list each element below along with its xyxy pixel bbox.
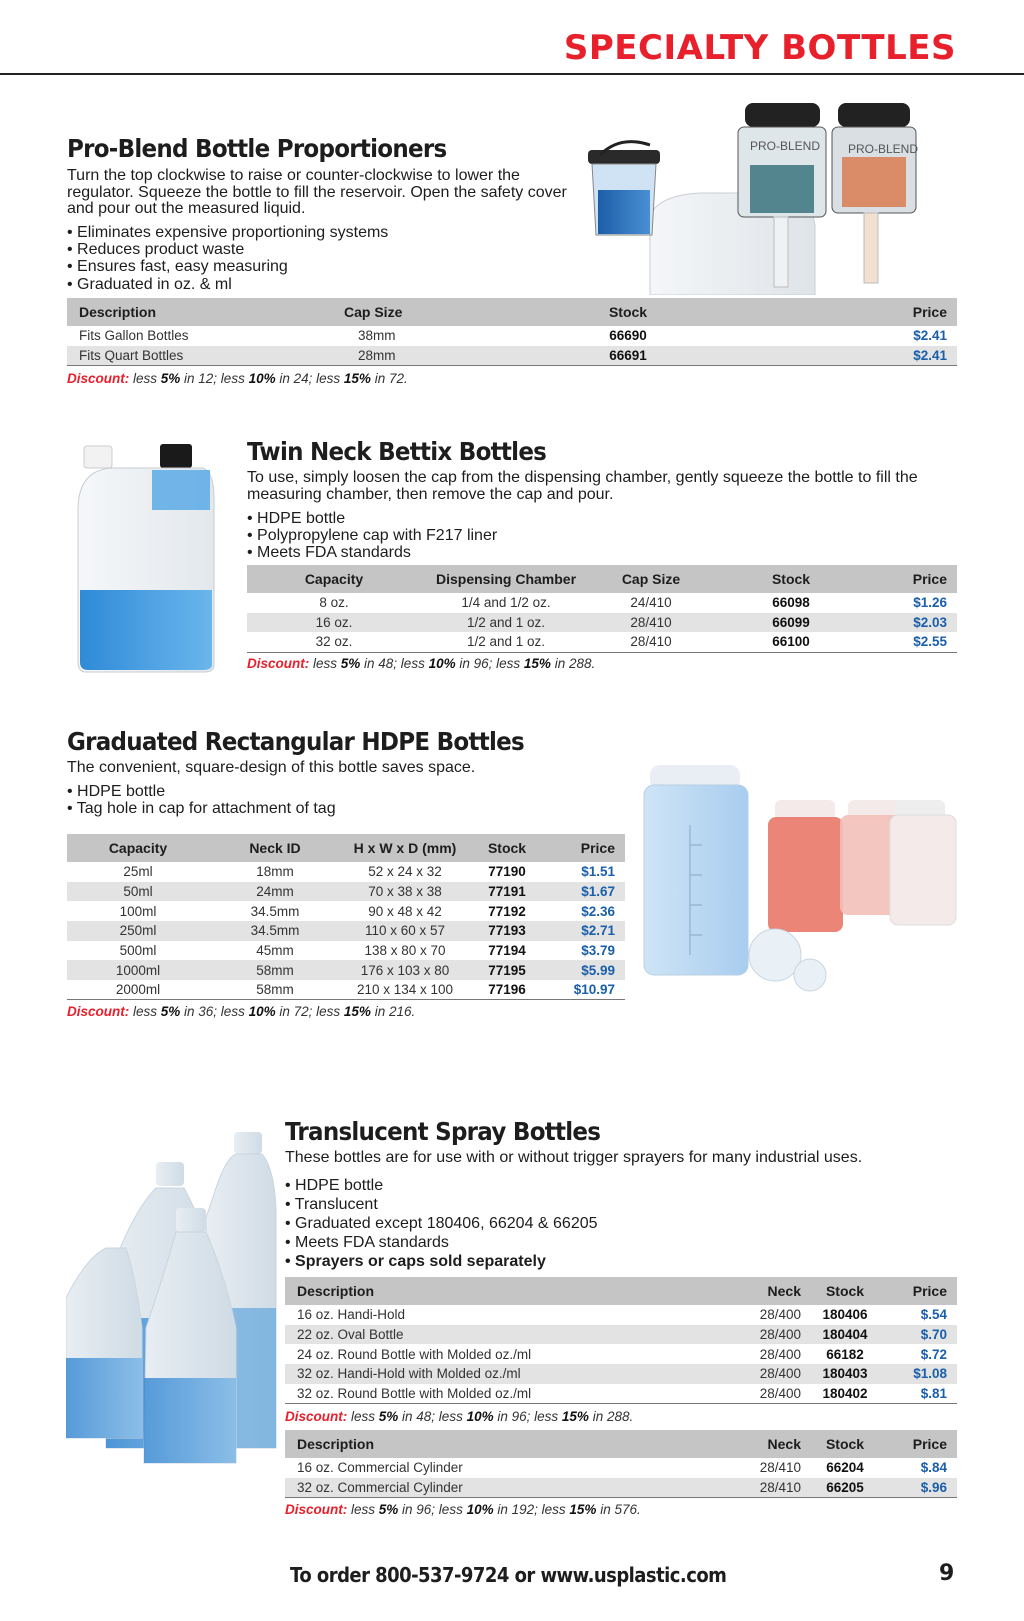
chamber-cell: 1/4 and 1/2 oz.	[461, 595, 551, 611]
price-cell: $.54	[920, 1307, 947, 1323]
twinneck-bullets	[247, 510, 497, 562]
twinneck-discount: Discount: less 5% in 48; less 10% in 96; less 15% in 288.	[247, 656, 596, 671]
graduated-table	[67, 834, 625, 1000]
description-cell: 32 oz. Round Bottle with Molded oz./ml	[285, 1384, 711, 1404]
spray-table-1	[285, 1277, 957, 1404]
page-number: 9	[939, 1561, 955, 1586]
price-cell: $1.51	[581, 864, 615, 880]
neck-id-cell: 45mm	[256, 943, 294, 959]
dimensions-cell: 110 x 60 x 57	[341, 921, 469, 941]
neck-id-cell: 34.5mm	[250, 903, 300, 919]
dimensions-cell: 176 x 103 x 80	[341, 960, 469, 980]
neck-id-cell: 34.5mm	[209, 921, 341, 941]
problend-label-2: PRO-BLEND	[848, 142, 919, 156]
stock-cell: 66182	[826, 1346, 864, 1362]
column-header: Capacity	[67, 834, 209, 862]
column-header: Cap Size	[591, 565, 711, 593]
stock-cell: 77193	[469, 921, 545, 941]
price-cell: $1.26	[913, 595, 947, 611]
description-cell: Fits Gallon Bottles	[79, 328, 189, 344]
column-header: Dispensing Chamber	[421, 565, 591, 593]
description-cell: Fits Quart Bottles	[67, 346, 338, 366]
cap-size-cell: 28mm	[338, 346, 508, 366]
stock-cell: 77195	[469, 960, 545, 980]
table-row	[247, 593, 957, 613]
twinneck-bullet: • Polypropylene cap with F217 liner	[247, 527, 497, 544]
page-header-title: SPECIALTY BOTTLES	[563, 28, 956, 68]
problend-bullet: • Ensures fast, easy measuring	[67, 258, 388, 275]
neck-cell: 28/400	[711, 1384, 807, 1404]
stock-cell: 66205	[807, 1478, 883, 1498]
table-row	[67, 980, 625, 1000]
stock-cell: 180402	[807, 1384, 883, 1404]
capacity-cell: 1000ml	[67, 960, 209, 980]
graduated-bullet: • HDPE bottle	[67, 783, 336, 800]
table-row	[285, 1384, 957, 1404]
capacity-cell: 100ml	[119, 903, 157, 919]
price-cell: $2.41	[748, 346, 957, 366]
column-header: Description	[67, 298, 338, 326]
footer-order-info: To order 800-537-9724 or www.usplastic.com	[290, 1563, 727, 1587]
stock-cell: 66099	[711, 613, 871, 633]
spray-discount-2: Discount: less 5% in 96; less 10% in 192; less 15% in 576.	[285, 1502, 641, 1517]
problend-bullet: • Eliminates expensive proportioning systems	[67, 224, 388, 241]
price-cell: $2.71	[545, 921, 625, 941]
dimensions-cell: 90 x 48 x 42	[368, 903, 442, 919]
table-row	[67, 941, 625, 961]
table-row	[247, 632, 957, 652]
stock-cell: 66100	[711, 632, 871, 652]
table-row	[285, 1364, 957, 1384]
stock-cell: 77190	[488, 864, 526, 880]
problend-discount: Discount: less 5% in 12; less 10% in 24; less 15% in 72.	[67, 371, 408, 386]
column-header: Neck	[711, 1277, 807, 1305]
price-cell: $2.41	[913, 328, 947, 344]
capacity-cell: 8 oz.	[319, 595, 349, 611]
twinneck-bullet: • HDPE bottle	[247, 510, 497, 527]
column-header: Stock	[807, 1430, 883, 1458]
twinneck-description: To use, simply loosen the cap from the dispensing chamber, gently squeeze the bottle to fill the measuring chamber, then remove the cap and pour.	[247, 469, 918, 503]
column-header: Stock	[508, 298, 748, 326]
graduated-description: The convenient, square-design of this bottle saves space.	[67, 759, 476, 776]
graduated-product-photo	[640, 755, 960, 995]
price-cell: $.70	[883, 1325, 957, 1345]
capacity-cell: 50ml	[67, 882, 209, 902]
neck-cell: 28/400	[711, 1364, 807, 1384]
stock-cell: 66690	[609, 328, 647, 344]
column-header: Price	[748, 298, 957, 326]
graduated-discount: Discount: less 5% in 36; less 10% in 72; less 15% in 216.	[67, 1004, 416, 1019]
neck-id-cell: 24mm	[209, 882, 341, 902]
capacity-cell: 2000ml	[67, 980, 209, 1000]
problend-label-1: PRO-BLEND	[750, 139, 821, 153]
graduated-bullets	[67, 783, 336, 817]
price-cell: $.84	[920, 1460, 947, 1476]
column-header: Cap Size	[338, 298, 508, 326]
description-cell: 22 oz. Oval Bottle	[285, 1325, 711, 1345]
price-cell: $3.79	[581, 943, 615, 959]
spray-bullet: • Translucent	[285, 1195, 598, 1214]
spray-bullet: • Meets FDA standards	[285, 1233, 598, 1252]
graduated-bullet: • Tag hole in cap for attachment of tag	[67, 800, 336, 817]
problend-description: Turn the top clockwise to raise or counter-clockwise to lower the regulator. Squeeze the bottle to fill the reservoir. Open the safety cover and pour out the measured liquid.	[67, 167, 567, 218]
header-divider	[0, 73, 1024, 75]
neck-cell: 28/400	[759, 1346, 801, 1362]
twinneck-product-photo	[72, 440, 222, 675]
table-row	[67, 901, 625, 921]
neck-id-cell: 58mm	[209, 960, 341, 980]
capacity-cell: 25ml	[123, 864, 153, 880]
problend-bullet: • Reduces product waste	[67, 241, 388, 258]
description-cell: 24 oz. Round Bottle with Molded oz./ml	[297, 1346, 532, 1362]
stock-cell: 180404	[807, 1325, 883, 1345]
cap-size-cell: 28/410	[591, 632, 711, 652]
column-header: Stock	[807, 1277, 883, 1305]
column-header: Neck	[711, 1430, 807, 1458]
spray-bullets	[285, 1176, 598, 1271]
description-cell: 16 oz. Commercial Cylinder	[297, 1460, 463, 1476]
dimensions-cell: 138 x 80 x 70	[364, 943, 446, 959]
price-cell: $.81	[883, 1384, 957, 1404]
table-row	[285, 1458, 957, 1478]
table-row	[67, 882, 625, 902]
stock-cell: 180403	[807, 1364, 883, 1384]
neck-id-cell: 58mm	[209, 980, 341, 1000]
cap-size-cell: 28/410	[591, 613, 711, 633]
price-cell: $2.36	[581, 903, 615, 919]
table-row	[285, 1344, 957, 1364]
spray-description: These bottles are for use with or without trigger sprayers for many industrial uses.	[285, 1149, 863, 1166]
chamber-cell: 1/2 and 1 oz.	[421, 632, 591, 652]
column-header: H x W x D (mm)	[341, 834, 469, 862]
cap-size-cell: 24/410	[630, 595, 672, 611]
problend-bullets	[67, 224, 388, 293]
price-cell: $2.03	[871, 613, 957, 633]
problend-title: Pro-Blend Bottle Proportioners	[67, 134, 447, 163]
table-row	[67, 921, 625, 941]
price-cell: $1.08	[883, 1364, 957, 1384]
problend-table	[67, 298, 957, 366]
description-cell: 16 oz. Handi-Hold	[297, 1307, 406, 1323]
spray-bullet-bold: • Sprayers or caps sold separately	[285, 1252, 598, 1271]
problend-bullet: • Graduated in oz. & ml	[67, 276, 388, 293]
column-header: Description	[285, 1430, 711, 1458]
price-cell: $1.67	[545, 882, 625, 902]
description-cell: 32 oz. Handi-Hold with Molded oz./ml	[285, 1364, 711, 1384]
neck-cell: 28/410	[711, 1478, 807, 1498]
description-cell: 32 oz. Commercial Cylinder	[285, 1478, 711, 1498]
capacity-cell: 32 oz.	[247, 632, 421, 652]
column-header: Price	[883, 1277, 957, 1305]
table-row	[67, 960, 625, 980]
price-cell: $.96	[883, 1478, 957, 1498]
column-header: Stock	[469, 834, 545, 862]
twinneck-bullet: • Meets FDA standards	[247, 544, 497, 561]
spray-bullet: • Graduated except 180406, 66204 & 66205	[285, 1214, 598, 1233]
table-row	[285, 1305, 957, 1325]
column-header: Price	[545, 834, 625, 862]
stock-cell: 77196	[469, 980, 545, 1000]
dimensions-cell: 210 x 134 x 100	[341, 980, 469, 1000]
stock-cell: 77192	[488, 903, 526, 919]
spray-table-2	[285, 1430, 957, 1498]
spray-title: Translucent Spray Bottles	[285, 1117, 601, 1146]
neck-id-cell: 18mm	[256, 864, 294, 880]
chamber-cell: 1/2 and 1 oz.	[421, 613, 591, 633]
column-header: Neck ID	[209, 834, 341, 862]
column-header: Price	[871, 565, 957, 593]
stock-cell: 77194	[488, 943, 526, 959]
spray-bullet: • HDPE bottle	[285, 1176, 598, 1195]
stock-cell: 77191	[469, 882, 545, 902]
neck-cell: 28/400	[711, 1325, 807, 1345]
stock-cell: 66204	[826, 1460, 864, 1476]
price-cell: $10.97	[545, 980, 625, 1000]
capacity-cell: 500ml	[119, 943, 157, 959]
price-cell: $5.99	[545, 960, 625, 980]
column-header: Stock	[711, 565, 871, 593]
dimensions-cell: 52 x 24 x 32	[368, 864, 442, 880]
spray-discount-1: Discount: less 5% in 48; less 10% in 96; less 15% in 288.	[285, 1409, 634, 1424]
twinneck-title: Twin Neck Bettix Bottles	[247, 437, 547, 466]
capacity-cell: 250ml	[67, 921, 209, 941]
table-row	[67, 862, 625, 882]
stock-cell: 66691	[508, 346, 748, 366]
column-header: Description	[285, 1277, 711, 1305]
table-row	[285, 1478, 957, 1498]
table-row	[247, 613, 957, 633]
neck-cell: 28/400	[759, 1307, 801, 1323]
cap-size-cell: 38mm	[358, 328, 396, 344]
twinneck-table	[247, 565, 957, 653]
stock-cell: 180406	[822, 1307, 868, 1323]
table-row	[67, 326, 957, 346]
graduated-title: Graduated Rectangular HDPE Bottles	[67, 727, 524, 756]
table-row	[67, 346, 957, 366]
price-cell: $2.55	[871, 632, 957, 652]
column-header: Capacity	[247, 565, 421, 593]
neck-cell: 28/410	[759, 1460, 801, 1476]
stock-cell: 66098	[772, 595, 810, 611]
table-row	[285, 1325, 957, 1345]
column-header: Price	[883, 1430, 957, 1458]
spray-product-photo	[66, 1128, 278, 1468]
problend-product-photo	[580, 95, 960, 295]
capacity-cell: 16 oz.	[247, 613, 421, 633]
price-cell: $.72	[920, 1346, 947, 1362]
dimensions-cell: 70 x 38 x 38	[341, 882, 469, 902]
